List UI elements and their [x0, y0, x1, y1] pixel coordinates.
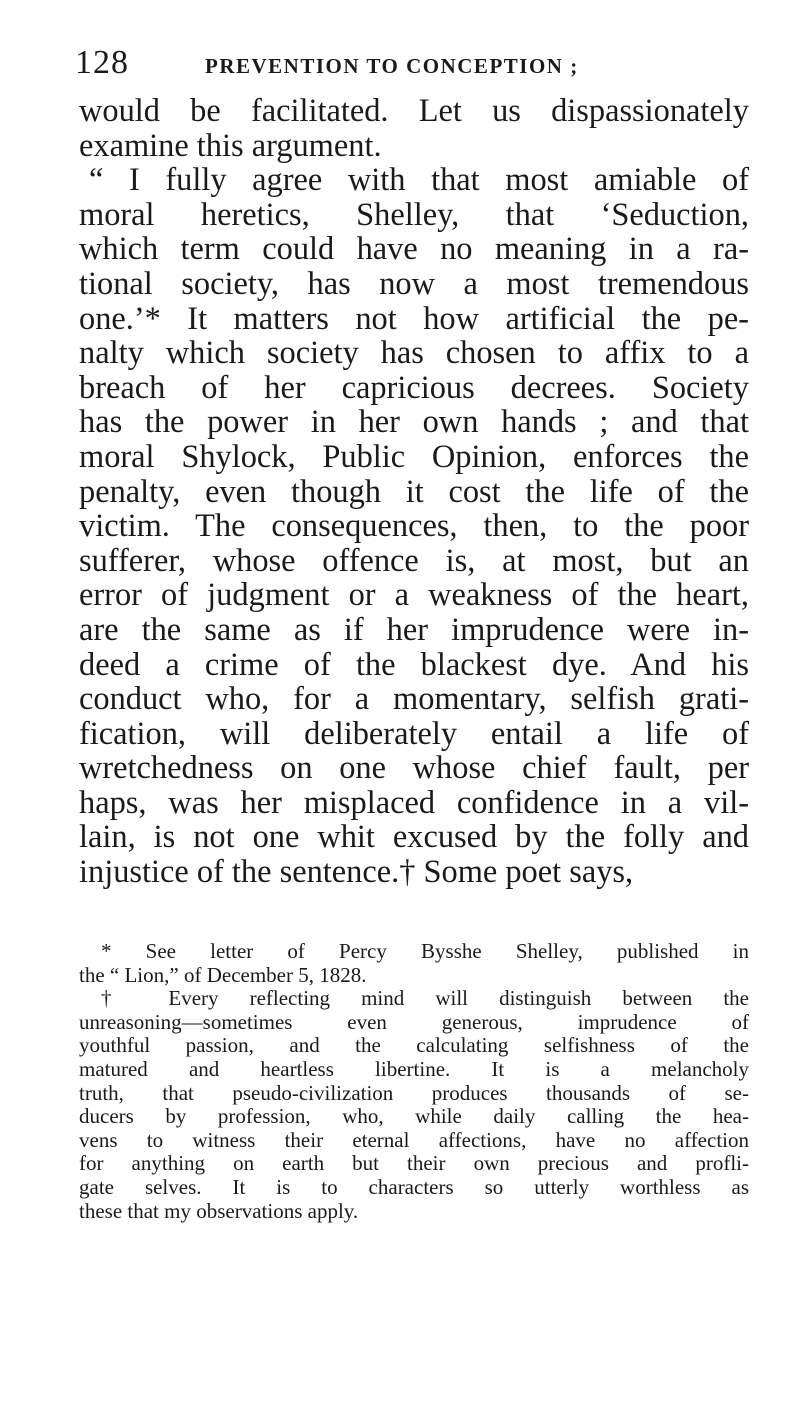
body-text: [79, 94, 749, 890]
footnote-line: gate selves. It is to characters so utterly worthless as: [79, 1174, 749, 1199]
footnote-line: matured and heartless libertine. It is a melancholy: [79, 1056, 749, 1081]
body-line: which term could have no meaning in a ra-: [79, 231, 749, 268]
body-line: “ I fully agree with that most amiable of: [89, 162, 749, 199]
body-line: injustice of the sentence.† Some poet says,: [79, 854, 634, 891]
body-line: fication, will deliberately entail a life of: [79, 715, 749, 752]
footnote-line: the “ Lion,” of December 5, 1828.: [79, 962, 367, 987]
footnote-line: these that my observations apply.: [79, 1198, 359, 1223]
body-line: deed a crime of the blackest dye. And his: [79, 646, 749, 683]
body-line: are the same as if her imprudence were in-: [79, 611, 749, 648]
footnotes: [79, 940, 749, 1223]
body-line: examine this argument.: [79, 127, 382, 164]
running-head: [75, 44, 715, 88]
body-line: has the power in her own hands ; and that: [79, 404, 749, 441]
body-line: conduct who, for a momentary, selfish grati-: [79, 681, 749, 718]
body-line: error of judgment or a weakness of the heart,: [79, 577, 749, 614]
running-head-title: PREVENTION TO CONCEPTION ;: [205, 54, 579, 78]
body-line: victim. The consequences, then, to the poor: [79, 508, 749, 545]
body-line: moral heretics, Shelley, that ‘Seduction,: [79, 196, 749, 233]
body-line: penalty, even though it cost the life of the: [79, 473, 749, 510]
footnote-line: unreasoning—sometimes even generous, imprudence of: [79, 1009, 749, 1034]
body-line: tional society, has now a most tremendous: [79, 265, 749, 302]
body-line: breach of her capricious decrees. Society: [79, 369, 749, 406]
footnote-line: truth, that pseudo-civilization produces thousands of se-: [79, 1080, 749, 1105]
footnote-line: * See letter of Percy Bysshe Shelley, published in: [101, 939, 749, 963]
body-line: nalty which society has chosen to affix to a: [79, 335, 749, 372]
footnote-line: for anything on earth but their own precious and profli-: [79, 1151, 749, 1176]
footnote-line: vens to witness their eternal affections, have no affection: [79, 1127, 749, 1152]
body-line: sufferer, whose offence is, at most, but an: [79, 542, 749, 579]
footnote-line: † Every reflecting mind will distinguish between the: [101, 986, 749, 1011]
body-line: would be facilitated. Let us dispassionately: [79, 93, 749, 129]
footnote-line: ducers by profession, who, while daily calling the hea-: [79, 1104, 749, 1129]
footnote-line: youthful passion, and the calculating selfishness of the: [79, 1033, 749, 1058]
body-line: lain, is not one whit excused by the folly and: [79, 819, 749, 856]
body-line: moral Shylock, Public Opinion, enforces the: [79, 438, 749, 475]
page-number: 128: [75, 44, 129, 81]
body-line: one.’* It matters not how artificial the pe-: [79, 300, 749, 337]
body-line: haps, was her misplaced confidence in a vil-: [79, 784, 749, 821]
body-line: wretchedness on one whose chief fault, per: [79, 750, 749, 787]
